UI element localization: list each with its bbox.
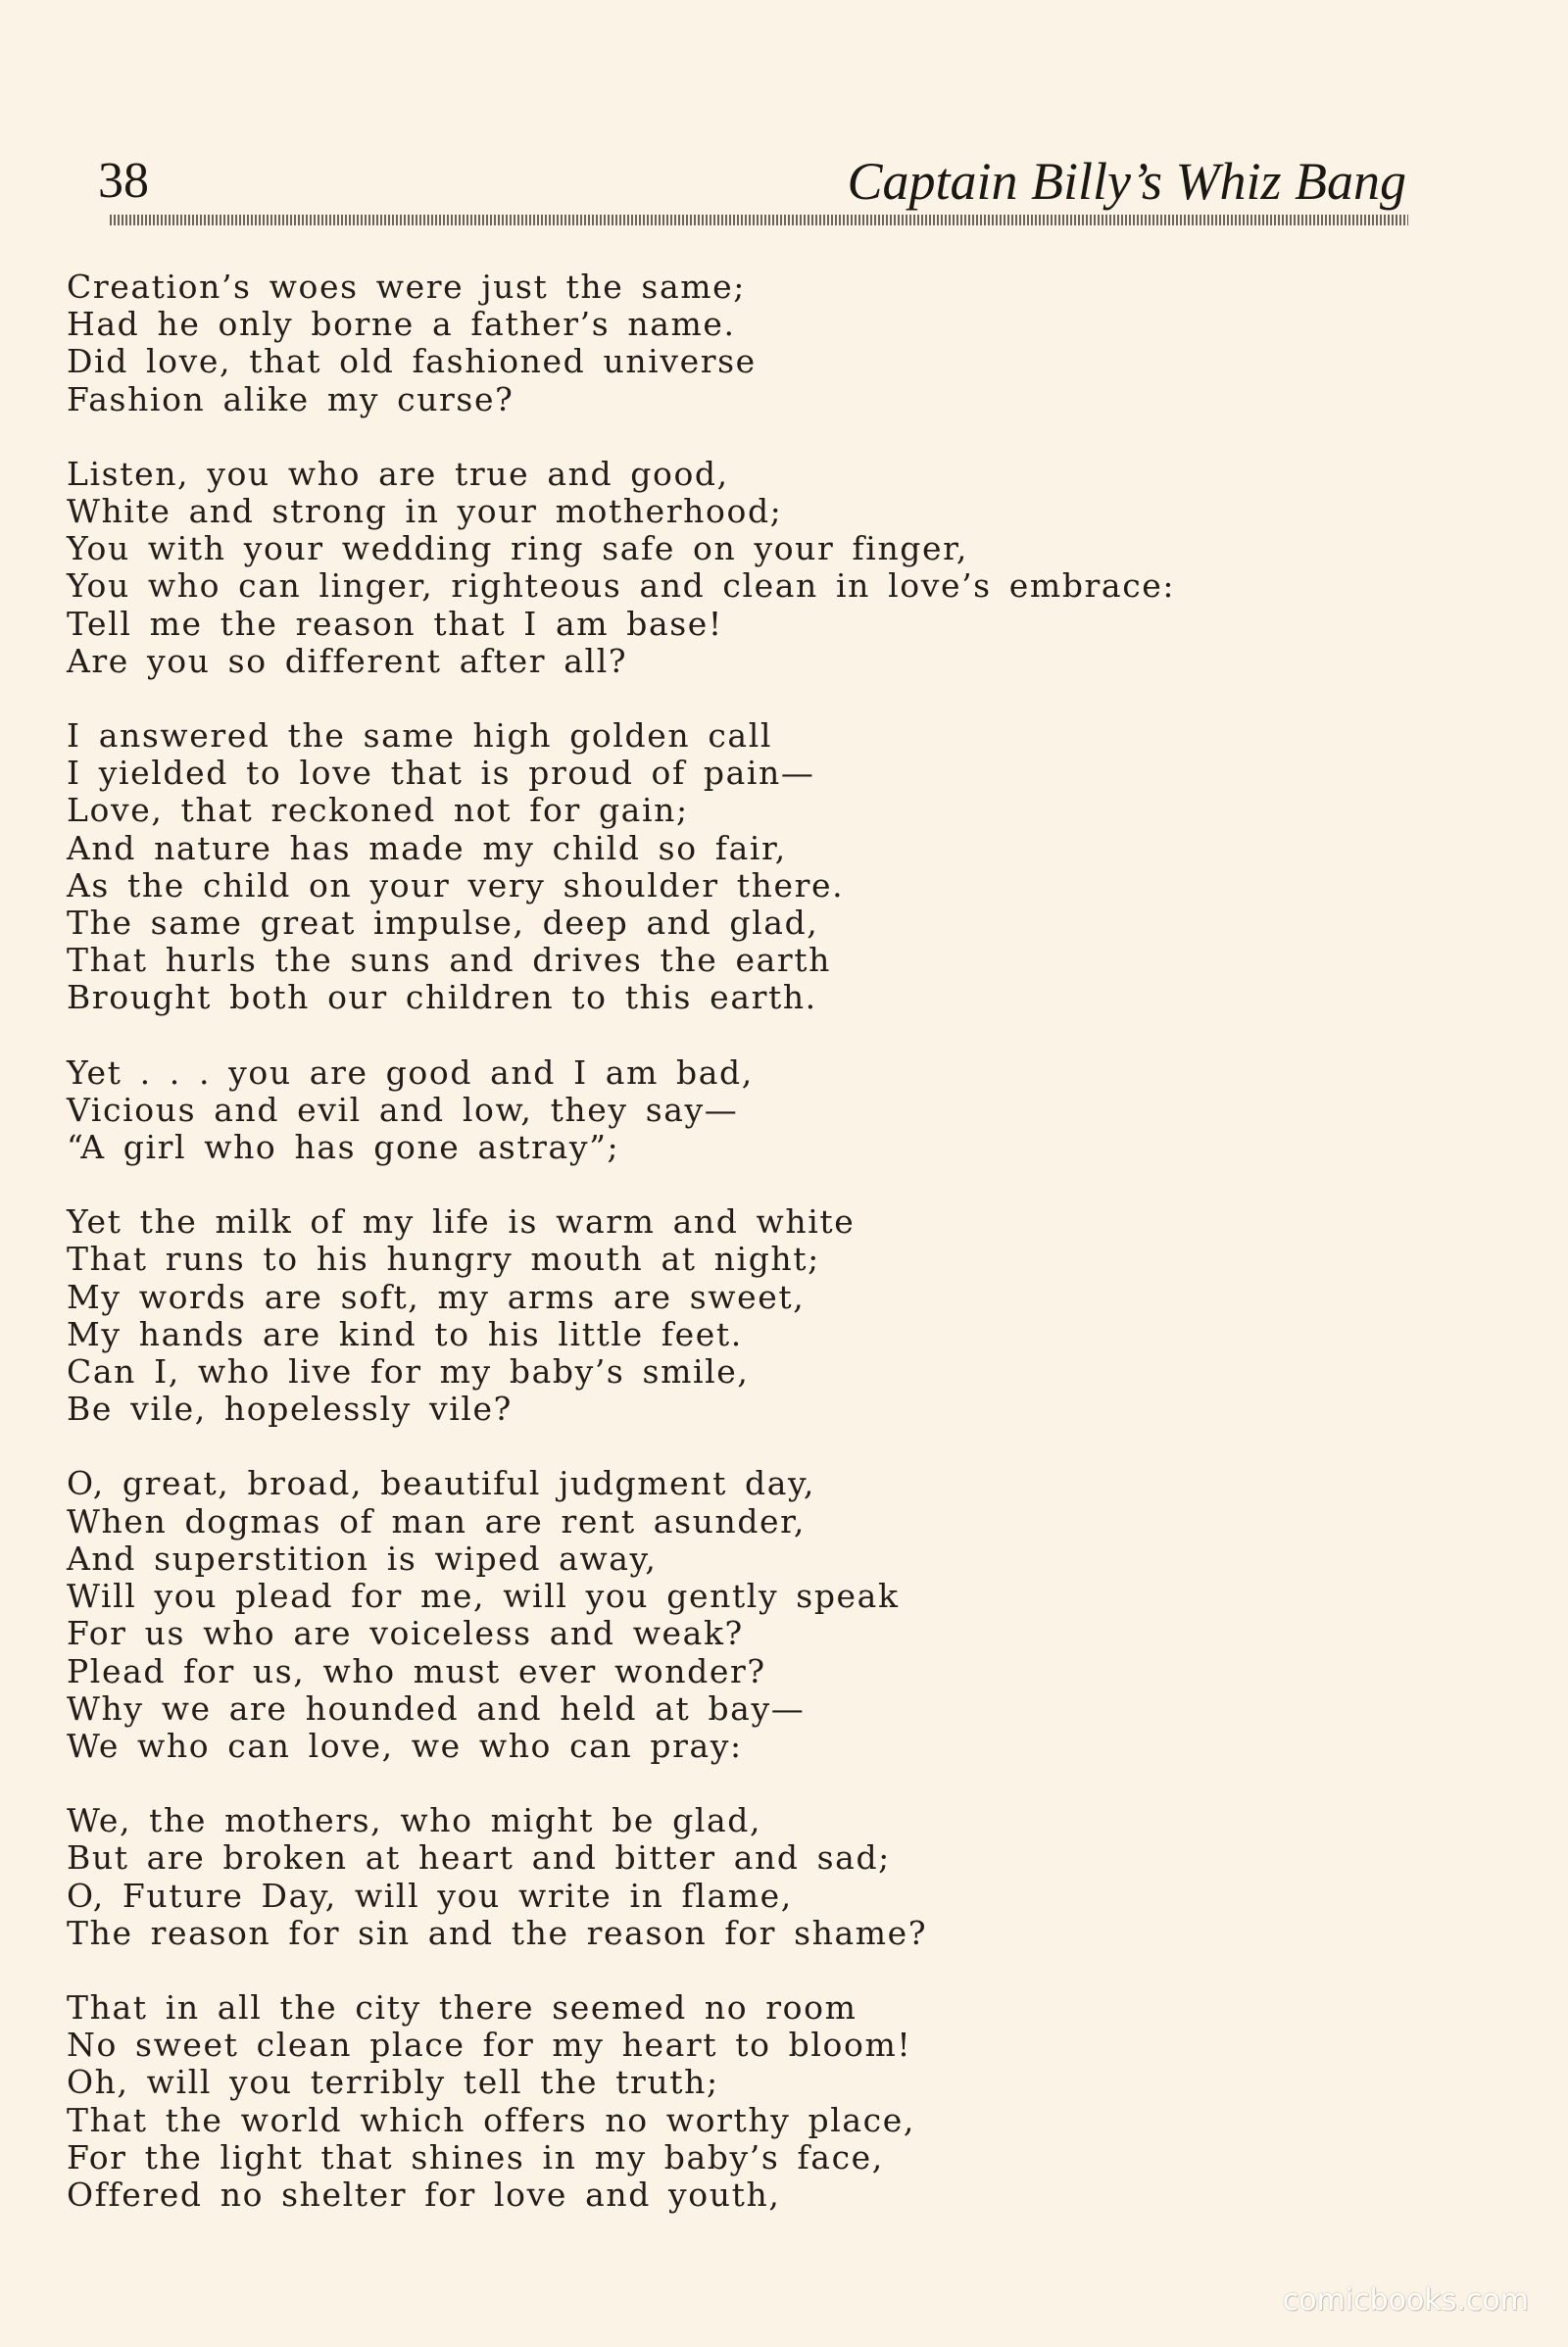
poem-line: Love, that reckoned not for gain; [67, 791, 689, 830]
poem-line: Creation’s woes were just the same; [67, 268, 746, 306]
poem-line: That the world which offers no worthy place, [67, 2100, 915, 2139]
poem-line: Plead for us, who must ever wonder? [67, 1651, 766, 1690]
poem-line: Brought both our children to this earth. [67, 978, 817, 1017]
poem-line: “A girl who has gone astray”; [67, 1128, 620, 1167]
header-divider [110, 215, 1408, 225]
stanza [67, 1054, 1439, 1167]
poem-line: Be vile, hopelessly vile? [67, 1390, 513, 1429]
poem-line: White and strong in your motherhood; [67, 492, 783, 531]
watermark: comicbooks.com [1282, 2283, 1529, 2318]
poem-line: O, Future Day, will you write in flame, [67, 1876, 793, 1915]
poem-line: My hands are kind to his little feet. [67, 1314, 743, 1353]
poem-line: Did love, that old fashioned universe [67, 342, 757, 381]
poem-line: O, great, broad, beautiful judgment day, [67, 1464, 816, 1503]
poem-line: When dogmas of man are rent asunder, [67, 1501, 807, 1540]
poem-line: That hurls the suns and drives the earth [67, 941, 831, 980]
poem-line: Are you so different after all? [67, 641, 628, 680]
poem-line: For us who are voiceless and weak? [67, 1614, 744, 1653]
stanza [67, 717, 1439, 1017]
poem-line: That in all the city there seemed no room [67, 1987, 858, 2027]
poem-line: That runs to his hungry mouth at night; [67, 1240, 820, 1279]
page-header [98, 152, 1406, 211]
poem-line: You with your wedding ring safe on your finger, [67, 529, 969, 568]
stanza [67, 1465, 1439, 1765]
poem-line: Tell me the reason that I am base! [67, 604, 723, 643]
magazine-title: Captain Billy’s Whiz Bang [847, 152, 1406, 211]
poem-line: Why we are hounded and held at bay— [67, 1688, 806, 1728]
poem-line: We who can love, we who can pray: [67, 1726, 743, 1765]
poem-line: You who can linger, righteous and clean in love’s embrace: [67, 566, 1176, 606]
poem-body [67, 269, 1439, 2251]
poem-line: I yielded to love that is proud of pain— [67, 754, 815, 793]
poem-line: Vicious and evil and low, they say— [67, 1090, 739, 1129]
poem-line: Can I, who live for my baby’s smile, [67, 1352, 750, 1392]
page-number: 38 [98, 153, 149, 209]
stanza [67, 1989, 1439, 2214]
poem-line: We, the mothers, who might be glad, [67, 1801, 762, 1840]
poem-line: But are broken at heart and bitter and sad; [67, 1838, 891, 1878]
poem-line: Fashion alike my curse? [67, 379, 514, 418]
poem-line: Offered no shelter for love and youth, [67, 2175, 781, 2214]
poem-line: Yet the milk of my life is warm and white [67, 1202, 856, 1242]
poem-line: No sweet clean place for my heart to bloom! [67, 2026, 912, 2065]
stanza [67, 269, 1439, 418]
poem-line: For the light that shines in my baby’s face, [67, 2137, 884, 2176]
poem-line: And nature has made my child so fair, [67, 828, 787, 867]
poem-line: I answered the same high golden call [67, 716, 773, 756]
poem-line: Listen, you who are true and good, [67, 454, 729, 493]
poem-line: Will you plead for me, will you gently speak [67, 1577, 900, 1616]
poem-line: As the child on your very shoulder there. [67, 865, 845, 905]
poem-line: Yet . . . you are good and I am bad, [67, 1052, 754, 1092]
poem-line: My words are soft, my arms are sweet, [67, 1277, 806, 1316]
poem-line: Had he only borne a father’s name. [67, 305, 736, 344]
stanza [67, 1802, 1439, 1952]
stanza [67, 456, 1439, 680]
poem-line: The reason for sin and the reason for shame? [67, 1913, 928, 1952]
poem-line: The same great impulse, deep and glad, [67, 904, 819, 943]
poem-line: Oh, will you terribly tell the truth; [67, 2063, 719, 2102]
stanza [67, 1203, 1439, 1428]
poem-line: And superstition is wiped away, [67, 1539, 658, 1578]
